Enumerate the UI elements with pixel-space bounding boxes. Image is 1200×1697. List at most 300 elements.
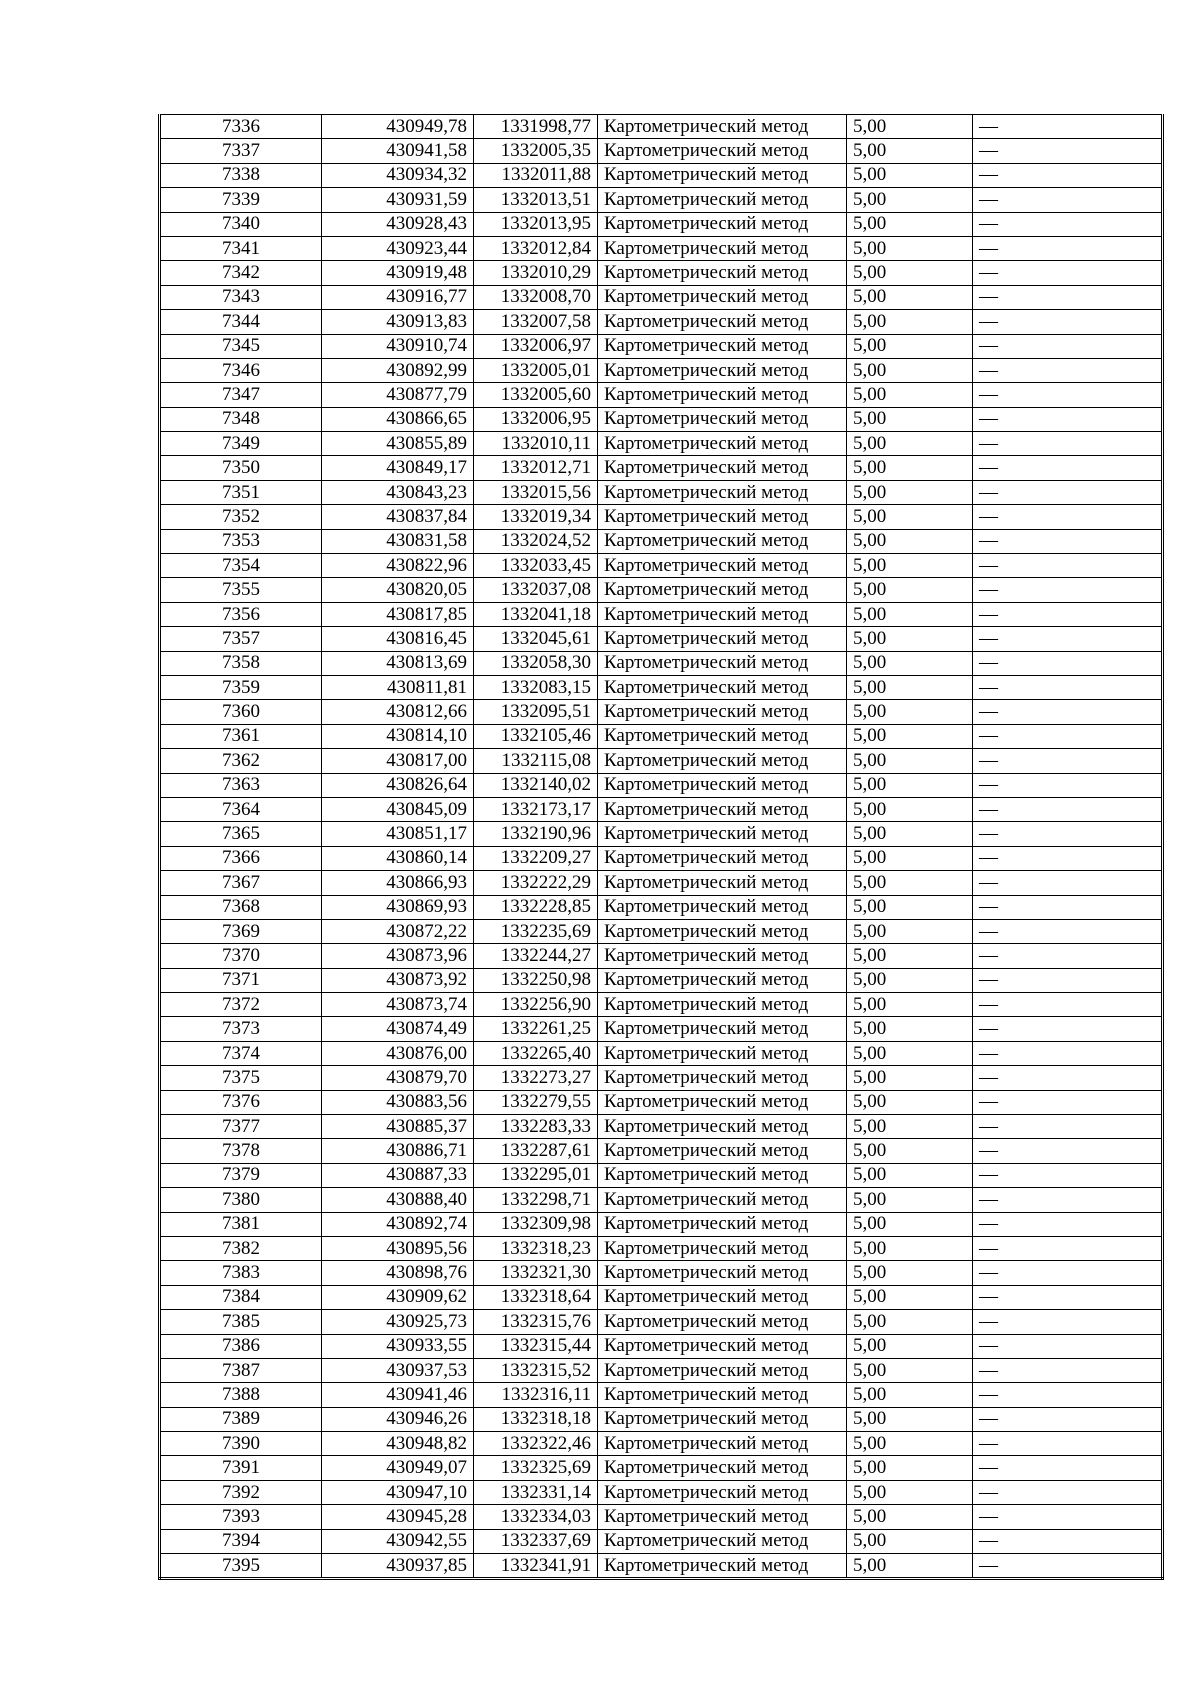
method-cell: Картометрический метод (598, 1115, 847, 1139)
method-cell: Картометрический метод (598, 1163, 847, 1187)
method-cell: Картометрический метод (598, 1017, 847, 1041)
x-coordinate-cell: 430892,74 (322, 1212, 474, 1236)
y-coordinate-cell: 1332235,69 (474, 919, 598, 943)
x-coordinate-cell: 430855,89 (322, 432, 474, 456)
point-number-cell: 7393 (160, 1505, 322, 1529)
y-coordinate-cell: 1332013,51 (474, 188, 598, 212)
method-cell: Картометрический метод (598, 724, 847, 748)
method-cell: Картометрический метод (598, 554, 847, 578)
table-row (160, 1115, 1163, 1139)
point-number-cell: 7345 (160, 334, 322, 358)
x-coordinate-cell: 430811,81 (322, 675, 474, 699)
table-row (160, 383, 1163, 407)
accuracy-cell: 5,00 (847, 871, 973, 895)
table-row (160, 1261, 1163, 1285)
point-number-cell: 7356 (160, 602, 322, 626)
point-number-cell: 7346 (160, 358, 322, 382)
method-cell: Картометрический метод (598, 1480, 847, 1504)
method-cell: Картометрический метод (598, 749, 847, 773)
method-cell: Картометрический метод (598, 1505, 847, 1529)
accuracy-cell: 5,00 (847, 822, 973, 846)
method-cell: Картометрический метод (598, 578, 847, 602)
x-coordinate-cell: 430814,10 (322, 724, 474, 748)
y-coordinate-cell: 1332315,44 (474, 1334, 598, 1358)
y-coordinate-cell: 1332222,29 (474, 871, 598, 895)
x-coordinate-cell: 430817,00 (322, 749, 474, 773)
y-coordinate-cell: 1332037,08 (474, 578, 598, 602)
description-cell: — (973, 1041, 1163, 1065)
description-cell: — (973, 651, 1163, 675)
x-coordinate-cell: 430937,85 (322, 1554, 474, 1579)
point-number-cell: 7338 (160, 163, 322, 187)
y-coordinate-cell: 1332334,03 (474, 1505, 598, 1529)
table-row (160, 1310, 1163, 1334)
point-number-cell: 7380 (160, 1188, 322, 1212)
x-coordinate-cell: 430879,70 (322, 1066, 474, 1090)
point-number-cell: 7340 (160, 212, 322, 236)
x-coordinate-cell: 430869,93 (322, 895, 474, 919)
table-row (160, 188, 1163, 212)
accuracy-cell: 5,00 (847, 797, 973, 821)
x-coordinate-cell: 430885,37 (322, 1115, 474, 1139)
point-number-cell: 7370 (160, 944, 322, 968)
x-coordinate-cell: 430949,07 (322, 1456, 474, 1480)
description-cell: — (973, 1554, 1163, 1579)
y-coordinate-cell: 1332283,33 (474, 1115, 598, 1139)
description-cell: — (973, 675, 1163, 699)
table-row (160, 163, 1163, 187)
point-number-cell: 7372 (160, 993, 322, 1017)
x-coordinate-cell: 430874,49 (322, 1017, 474, 1041)
table-row (160, 212, 1163, 236)
x-coordinate-cell: 430837,84 (322, 505, 474, 529)
table-row (160, 1188, 1163, 1212)
description-cell: — (973, 1407, 1163, 1431)
description-cell: — (973, 358, 1163, 382)
description-cell: — (973, 1017, 1163, 1041)
y-coordinate-cell: 1332318,64 (474, 1285, 598, 1309)
method-cell: Картометрический метод (598, 505, 847, 529)
point-number-cell: 7386 (160, 1334, 322, 1358)
description-cell: — (973, 285, 1163, 309)
table-row (160, 1066, 1163, 1090)
x-coordinate-cell: 430873,74 (322, 993, 474, 1017)
point-number-cell: 7366 (160, 846, 322, 870)
point-number-cell: 7351 (160, 480, 322, 504)
accuracy-cell: 5,00 (847, 895, 973, 919)
x-coordinate-cell: 430820,05 (322, 578, 474, 602)
x-coordinate-cell: 430887,33 (322, 1163, 474, 1187)
x-coordinate-cell: 430934,32 (322, 163, 474, 187)
method-cell: Картометрический метод (598, 700, 847, 724)
point-number-cell: 7383 (160, 1261, 322, 1285)
method-cell: Картометрический метод (598, 919, 847, 943)
accuracy-cell: 5,00 (847, 480, 973, 504)
y-coordinate-cell: 1332140,02 (474, 773, 598, 797)
coordinates-table-body (160, 115, 1163, 1579)
y-coordinate-cell: 1332012,71 (474, 456, 598, 480)
point-number-cell: 7390 (160, 1432, 322, 1456)
method-cell: Картометрический метод (598, 1285, 847, 1309)
accuracy-cell: 5,00 (847, 1212, 973, 1236)
point-number-cell: 7375 (160, 1066, 322, 1090)
x-coordinate-cell: 430937,53 (322, 1358, 474, 1382)
x-coordinate-cell: 430898,76 (322, 1261, 474, 1285)
table-row (160, 1505, 1163, 1529)
accuracy-cell: 5,00 (847, 1432, 973, 1456)
method-cell: Картометрический метод (598, 1066, 847, 1090)
table-row (160, 1090, 1163, 1114)
accuracy-cell: 5,00 (847, 285, 973, 309)
point-number-cell: 7342 (160, 261, 322, 285)
y-coordinate-cell: 1332005,35 (474, 139, 598, 163)
accuracy-cell: 5,00 (847, 749, 973, 773)
point-number-cell: 7381 (160, 1212, 322, 1236)
x-coordinate-cell: 430860,14 (322, 846, 474, 870)
accuracy-cell: 5,00 (847, 163, 973, 187)
accuracy-cell: 5,00 (847, 1407, 973, 1431)
point-number-cell: 7337 (160, 139, 322, 163)
accuracy-cell: 5,00 (847, 1090, 973, 1114)
accuracy-cell: 5,00 (847, 1017, 973, 1041)
point-number-cell: 7358 (160, 651, 322, 675)
y-coordinate-cell: 1332325,69 (474, 1456, 598, 1480)
y-coordinate-cell: 1332008,70 (474, 285, 598, 309)
accuracy-cell: 5,00 (847, 675, 973, 699)
x-coordinate-cell: 430925,73 (322, 1310, 474, 1334)
accuracy-cell: 5,00 (847, 944, 973, 968)
x-coordinate-cell: 430845,09 (322, 797, 474, 821)
table-row (160, 797, 1163, 821)
x-coordinate-cell: 430849,17 (322, 456, 474, 480)
description-cell: — (973, 529, 1163, 553)
point-number-cell: 7355 (160, 578, 322, 602)
method-cell: Картометрический метод (598, 1456, 847, 1480)
point-number-cell: 7350 (160, 456, 322, 480)
description-cell: — (973, 1066, 1163, 1090)
y-coordinate-cell: 1332058,30 (474, 651, 598, 675)
accuracy-cell: 5,00 (847, 383, 973, 407)
y-coordinate-cell: 1332095,51 (474, 700, 598, 724)
description-cell: — (973, 1334, 1163, 1358)
table-row (160, 919, 1163, 943)
x-coordinate-cell: 430826,64 (322, 773, 474, 797)
table-row (160, 456, 1163, 480)
y-coordinate-cell: 1332005,01 (474, 358, 598, 382)
point-number-cell: 7341 (160, 236, 322, 260)
table-row (160, 675, 1163, 699)
method-cell: Картометрический метод (598, 358, 847, 382)
x-coordinate-cell: 430876,00 (322, 1041, 474, 1065)
accuracy-cell: 5,00 (847, 334, 973, 358)
table-row (160, 578, 1163, 602)
accuracy-cell: 5,00 (847, 846, 973, 870)
y-coordinate-cell: 1332173,17 (474, 797, 598, 821)
description-cell: — (973, 1090, 1163, 1114)
table-row (160, 993, 1163, 1017)
table-row (160, 1163, 1163, 1187)
method-cell: Картометрический метод (598, 432, 847, 456)
x-coordinate-cell: 430923,44 (322, 236, 474, 260)
method-cell: Картометрический метод (598, 334, 847, 358)
description-cell: — (973, 1456, 1163, 1480)
x-coordinate-cell: 430895,56 (322, 1236, 474, 1260)
method-cell: Картометрический метод (598, 1554, 847, 1579)
y-coordinate-cell: 1332316,11 (474, 1383, 598, 1407)
point-number-cell: 7336 (160, 115, 322, 139)
table-row (160, 724, 1163, 748)
x-coordinate-cell: 430946,26 (322, 1407, 474, 1431)
method-cell: Картометрический метод (598, 993, 847, 1017)
y-coordinate-cell: 1332256,90 (474, 993, 598, 1017)
table-row (160, 1334, 1163, 1358)
point-number-cell: 7365 (160, 822, 322, 846)
accuracy-cell: 5,00 (847, 529, 973, 553)
x-coordinate-cell: 430913,83 (322, 310, 474, 334)
x-coordinate-cell: 430949,78 (322, 115, 474, 139)
accuracy-cell: 5,00 (847, 993, 973, 1017)
table-row (160, 944, 1163, 968)
point-number-cell: 7371 (160, 968, 322, 992)
description-cell: — (973, 1261, 1163, 1285)
x-coordinate-cell: 430941,46 (322, 1383, 474, 1407)
x-coordinate-cell: 430945,28 (322, 1505, 474, 1529)
description-cell: — (973, 749, 1163, 773)
point-number-cell: 7369 (160, 919, 322, 943)
point-number-cell: 7395 (160, 1554, 322, 1579)
method-cell: Картометрический метод (598, 139, 847, 163)
method-cell: Картометрический метод (598, 285, 847, 309)
y-coordinate-cell: 1332287,61 (474, 1139, 598, 1163)
method-cell: Картометрический метод (598, 627, 847, 651)
y-coordinate-cell: 1332315,76 (474, 1310, 598, 1334)
method-cell: Картометрический метод (598, 383, 847, 407)
method-cell: Картометрический метод (598, 261, 847, 285)
description-cell: — (973, 115, 1163, 139)
description-cell: — (973, 432, 1163, 456)
description-cell: — (973, 1480, 1163, 1504)
method-cell: Картометрический метод (598, 529, 847, 553)
y-coordinate-cell: 1332006,95 (474, 407, 598, 431)
description-cell: — (973, 797, 1163, 821)
y-coordinate-cell: 1332244,27 (474, 944, 598, 968)
table-row (160, 602, 1163, 626)
method-cell: Картометрический метод (598, 846, 847, 870)
method-cell: Картометрический метод (598, 480, 847, 504)
point-number-cell: 7376 (160, 1090, 322, 1114)
table-row (160, 1017, 1163, 1041)
point-number-cell: 7349 (160, 432, 322, 456)
accuracy-cell: 5,00 (847, 1456, 973, 1480)
point-number-cell: 7353 (160, 529, 322, 553)
y-coordinate-cell: 1332331,14 (474, 1480, 598, 1504)
y-coordinate-cell: 1332006,97 (474, 334, 598, 358)
y-coordinate-cell: 1332265,40 (474, 1041, 598, 1065)
point-number-cell: 7360 (160, 700, 322, 724)
table-row (160, 1383, 1163, 1407)
table-row (160, 334, 1163, 358)
point-number-cell: 7339 (160, 188, 322, 212)
method-cell: Картометрический метод (598, 1407, 847, 1431)
y-coordinate-cell: 1332015,56 (474, 480, 598, 504)
method-cell: Картометрический метод (598, 407, 847, 431)
table-row (160, 310, 1163, 334)
accuracy-cell: 5,00 (847, 212, 973, 236)
x-coordinate-cell: 430866,93 (322, 871, 474, 895)
accuracy-cell: 5,00 (847, 1383, 973, 1407)
table-row (160, 1041, 1163, 1065)
accuracy-cell: 5,00 (847, 1334, 973, 1358)
description-cell: — (973, 919, 1163, 943)
table-row (160, 846, 1163, 870)
description-cell: — (973, 1212, 1163, 1236)
x-coordinate-cell: 430866,65 (322, 407, 474, 431)
y-coordinate-cell: 1332010,29 (474, 261, 598, 285)
y-coordinate-cell: 1332315,52 (474, 1358, 598, 1382)
table-row (160, 627, 1163, 651)
method-cell: Картометрический метод (598, 773, 847, 797)
table-row (160, 505, 1163, 529)
point-number-cell: 7394 (160, 1529, 322, 1553)
table-row (160, 432, 1163, 456)
method-cell: Картометрический метод (598, 822, 847, 846)
description-cell: — (973, 261, 1163, 285)
point-number-cell: 7344 (160, 310, 322, 334)
table-row (160, 1407, 1163, 1431)
table-row (160, 700, 1163, 724)
x-coordinate-cell: 430886,71 (322, 1139, 474, 1163)
method-cell: Картометрический метод (598, 1236, 847, 1260)
method-cell: Картометрический метод (598, 944, 847, 968)
description-cell: — (973, 310, 1163, 334)
table-row (160, 749, 1163, 773)
description-cell: — (973, 1285, 1163, 1309)
description-cell: — (973, 383, 1163, 407)
accuracy-cell: 5,00 (847, 310, 973, 334)
point-number-cell: 7348 (160, 407, 322, 431)
y-coordinate-cell: 1332190,96 (474, 822, 598, 846)
description-cell: — (973, 480, 1163, 504)
table-row (160, 895, 1163, 919)
x-coordinate-cell: 430817,85 (322, 602, 474, 626)
x-coordinate-cell: 430948,82 (322, 1432, 474, 1456)
x-coordinate-cell: 430813,69 (322, 651, 474, 675)
method-cell: Картометрический метод (598, 968, 847, 992)
description-cell: — (973, 944, 1163, 968)
point-number-cell: 7347 (160, 383, 322, 407)
table-row (160, 529, 1163, 553)
y-coordinate-cell: 1332019,34 (474, 505, 598, 529)
accuracy-cell: 5,00 (847, 1505, 973, 1529)
description-cell: — (973, 700, 1163, 724)
table-row (160, 1236, 1163, 1260)
table-row (160, 554, 1163, 578)
x-coordinate-cell: 430883,56 (322, 1090, 474, 1114)
x-coordinate-cell: 430816,45 (322, 627, 474, 651)
description-cell: — (973, 1139, 1163, 1163)
accuracy-cell: 5,00 (847, 139, 973, 163)
method-cell: Картометрический метод (598, 188, 847, 212)
description-cell: — (973, 993, 1163, 1017)
point-number-cell: 7389 (160, 1407, 322, 1431)
description-cell: — (973, 1188, 1163, 1212)
accuracy-cell: 5,00 (847, 627, 973, 651)
point-number-cell: 7387 (160, 1358, 322, 1382)
point-number-cell: 7384 (160, 1285, 322, 1309)
accuracy-cell: 5,00 (847, 724, 973, 748)
accuracy-cell: 5,00 (847, 700, 973, 724)
y-coordinate-cell: 1332045,61 (474, 627, 598, 651)
description-cell: — (973, 1432, 1163, 1456)
method-cell: Картометрический метод (598, 871, 847, 895)
accuracy-cell: 5,00 (847, 115, 973, 139)
accuracy-cell: 5,00 (847, 505, 973, 529)
x-coordinate-cell: 430892,99 (322, 358, 474, 382)
method-cell: Картометрический метод (598, 1529, 847, 1553)
accuracy-cell: 5,00 (847, 1115, 973, 1139)
description-cell: — (973, 188, 1163, 212)
table-row (160, 115, 1163, 139)
table-row (160, 480, 1163, 504)
point-number-cell: 7391 (160, 1456, 322, 1480)
x-coordinate-cell: 430851,17 (322, 822, 474, 846)
y-coordinate-cell: 1332105,46 (474, 724, 598, 748)
x-coordinate-cell: 430873,96 (322, 944, 474, 968)
point-number-cell: 7352 (160, 505, 322, 529)
table-row (160, 1285, 1163, 1309)
y-coordinate-cell: 1332273,27 (474, 1066, 598, 1090)
description-cell: — (973, 456, 1163, 480)
method-cell: Картометрический метод (598, 212, 847, 236)
table-row (160, 1456, 1163, 1480)
y-coordinate-cell: 1332337,69 (474, 1529, 598, 1553)
method-cell: Картометрический метод (598, 651, 847, 675)
description-cell: — (973, 773, 1163, 797)
method-cell: Картометрический метод (598, 456, 847, 480)
x-coordinate-cell: 430942,55 (322, 1529, 474, 1553)
description-cell: — (973, 1505, 1163, 1529)
description-cell: — (973, 1310, 1163, 1334)
point-number-cell: 7363 (160, 773, 322, 797)
description-cell: — (973, 407, 1163, 431)
x-coordinate-cell: 430910,74 (322, 334, 474, 358)
x-coordinate-cell: 430931,59 (322, 188, 474, 212)
table-row (160, 1529, 1163, 1553)
y-coordinate-cell: 1331998,77 (474, 115, 598, 139)
method-cell: Картометрический метод (598, 1041, 847, 1065)
method-cell: Картометрический метод (598, 163, 847, 187)
table-row (160, 285, 1163, 309)
method-cell: Картометрический метод (598, 1358, 847, 1382)
y-coordinate-cell: 1332033,45 (474, 554, 598, 578)
description-cell: — (973, 1383, 1163, 1407)
y-coordinate-cell: 1332012,84 (474, 236, 598, 260)
method-cell: Картометрический метод (598, 1188, 847, 1212)
x-coordinate-cell: 430843,23 (322, 480, 474, 504)
method-cell: Картометрический метод (598, 1212, 847, 1236)
y-coordinate-cell: 1332298,71 (474, 1188, 598, 1212)
method-cell: Картометрический метод (598, 115, 847, 139)
method-cell: Картометрический метод (598, 1432, 847, 1456)
description-cell: — (973, 602, 1163, 626)
accuracy-cell: 5,00 (847, 1310, 973, 1334)
coordinates-table (158, 114, 1164, 1580)
accuracy-cell: 5,00 (847, 1529, 973, 1553)
accuracy-cell: 5,00 (847, 1358, 973, 1382)
point-number-cell: 7379 (160, 1163, 322, 1187)
y-coordinate-cell: 1332013,95 (474, 212, 598, 236)
point-number-cell: 7354 (160, 554, 322, 578)
